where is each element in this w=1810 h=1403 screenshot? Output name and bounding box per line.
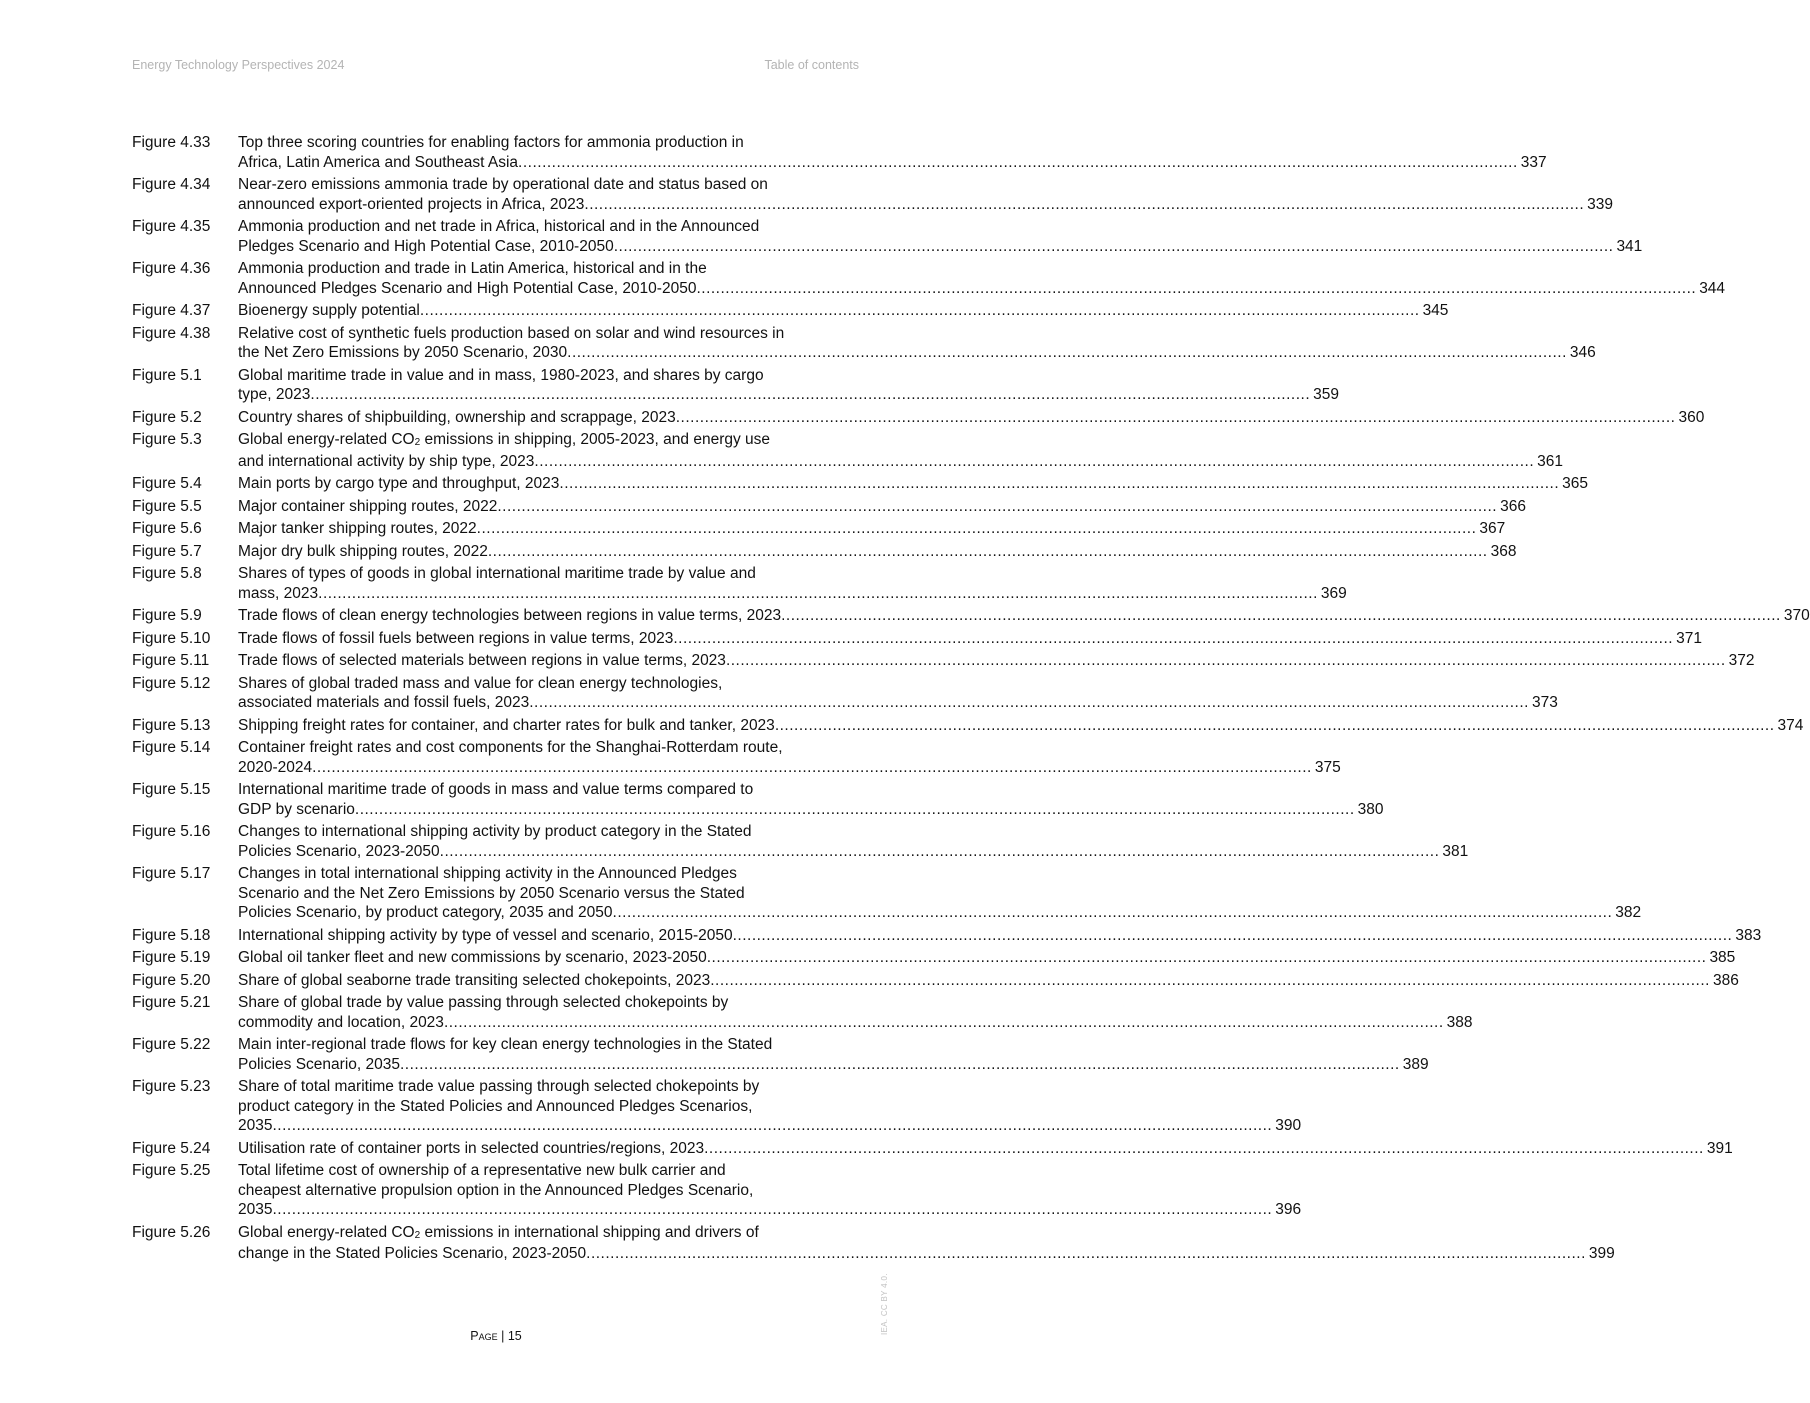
caption-last-line bbox=[238, 474, 1588, 494]
caption-last-line bbox=[238, 408, 1704, 428]
caption-text: Policies Scenario, by product category, 2035 and 2050 bbox=[238, 904, 613, 921]
figure-caption bbox=[238, 175, 1613, 214]
dot-leader bbox=[614, 237, 1614, 257]
page-ref[interactable]: 344 bbox=[1699, 279, 1726, 297]
caption-last-line bbox=[238, 1200, 1301, 1220]
caption-text: Global oil tanker fleet and new commissions by scenario, 2023-2050 bbox=[238, 949, 707, 966]
toc-entry[interactable] bbox=[132, 366, 1340, 405]
page-ref[interactable]: 367 bbox=[1479, 520, 1506, 537]
toc-entry[interactable] bbox=[132, 519, 1506, 539]
running-header-title: Energy Technology Perspectives 2024 bbox=[132, 58, 345, 72]
caption-text: Major container shipping routes, 2022 bbox=[238, 497, 498, 515]
caption-text: Utilisation rate of container ports in selected countries/regions, 2023 bbox=[238, 1139, 705, 1157]
caption-line: Relative cost of synthetic fuels production based on solar and wind resources in bbox=[238, 324, 785, 342]
page-ref[interactable]: 361 bbox=[1537, 452, 1564, 470]
caption-text: type, 2023 bbox=[238, 386, 311, 403]
figure-caption bbox=[238, 133, 1547, 172]
caption-last-line bbox=[238, 452, 1563, 472]
figure-caption bbox=[238, 948, 1735, 968]
toc-entry[interactable] bbox=[132, 651, 1755, 671]
caption-text: Policies Scenario, 2035 bbox=[238, 1055, 400, 1073]
running-header-section: Table of contents bbox=[764, 58, 859, 72]
figure-caption bbox=[238, 519, 1505, 539]
figure-caption bbox=[238, 542, 1516, 562]
caption-line: International maritime trade of goods in mass and value terms compared to bbox=[238, 781, 754, 798]
figure-caption bbox=[238, 864, 1641, 923]
figure-number: Figure 4.37 bbox=[132, 302, 211, 319]
page-ref[interactable]: 390 bbox=[1275, 1117, 1302, 1134]
dot-leader bbox=[613, 903, 1613, 923]
page-number: 15 bbox=[507, 1329, 522, 1343]
dot-leader bbox=[534, 452, 1534, 472]
dot-leader bbox=[318, 584, 1318, 604]
figure-number: Figure 5.23 bbox=[132, 1078, 211, 1095]
page-footer bbox=[0, 1329, 992, 1343]
figure-number: Figure 5.20 bbox=[132, 971, 211, 989]
caption-last-line bbox=[238, 651, 1755, 671]
caption-last-line bbox=[238, 1013, 1473, 1033]
toc-entry[interactable] bbox=[132, 564, 1347, 603]
toc-entry[interactable] bbox=[132, 408, 1705, 428]
figure-number: Figure 5.4 bbox=[132, 475, 202, 492]
figure-number: Figure 5.16 bbox=[132, 823, 211, 840]
toc-entry[interactable] bbox=[132, 133, 1547, 172]
toc-entry[interactable] bbox=[132, 301, 1449, 321]
toc-entry[interactable] bbox=[132, 993, 1473, 1032]
page-word: Page bbox=[470, 1329, 498, 1343]
caption-text: 2035 bbox=[238, 1117, 273, 1134]
page-ref[interactable]: 366 bbox=[1500, 497, 1526, 515]
dot-leader bbox=[781, 606, 1781, 626]
toc-entry[interactable] bbox=[132, 1139, 1733, 1159]
figure-number: Figure 4.36 bbox=[132, 260, 211, 277]
caption-text: GDP by scenario bbox=[238, 800, 355, 818]
figure-caption bbox=[238, 674, 1558, 713]
caption-line: Ammonia production and net trade in Africa, historical and in the Announced bbox=[238, 218, 760, 235]
caption-text: Global energy-related CO bbox=[238, 431, 415, 448]
figure-number: Figure 5.22 bbox=[132, 1036, 211, 1053]
figure-number: Figure 5.24 bbox=[132, 1139, 211, 1157]
caption-line: Top three scoring countries for enabling factors for ammonia production in bbox=[238, 134, 744, 151]
caption-text: Main ports by cargo type and throughput, 2023 bbox=[238, 475, 560, 492]
figure-number: Figure 5.8 bbox=[132, 565, 202, 582]
caption-last-line bbox=[238, 800, 1384, 820]
dot-leader bbox=[707, 948, 1707, 968]
subscript: 2 bbox=[414, 437, 421, 448]
caption-text: Bioenergy supply potential bbox=[238, 302, 420, 319]
page-ref[interactable]: 381 bbox=[1442, 842, 1469, 860]
caption-line: cheapest alternative propulsion option in the Announced Pledges Scenario, bbox=[238, 1181, 754, 1199]
caption-text: Shipping freight rates for container, and charter rates for bulk and tanker, 2023 bbox=[238, 716, 775, 734]
caption-text: Major dry bulk shipping routes, 2022 bbox=[238, 542, 488, 560]
figure-number: Figure 5.10 bbox=[132, 629, 211, 647]
caption-last-line bbox=[238, 1055, 1429, 1075]
toc-entry[interactable] bbox=[132, 1161, 1302, 1220]
caption-last-line bbox=[238, 343, 1596, 363]
page-ref[interactable]: 369 bbox=[1320, 584, 1347, 602]
toc-entry[interactable] bbox=[132, 716, 1804, 736]
figure-caption bbox=[238, 1077, 1301, 1136]
caption-text: Pledges Scenario and High Potential Case, 2010-2050 bbox=[238, 237, 614, 255]
figure-caption bbox=[238, 259, 1725, 298]
page-ref[interactable]: 371 bbox=[1676, 629, 1702, 647]
toc-entry[interactable] bbox=[132, 497, 1526, 517]
caption-last-line bbox=[238, 903, 1641, 923]
figure-caption bbox=[238, 971, 1739, 991]
caption-text: and international activity by ship type, 2023 bbox=[238, 452, 535, 470]
caption-text: 2020-2024 bbox=[238, 758, 313, 776]
caption-line: Share of total maritime trade value passing through selected chokepoints by bbox=[238, 1078, 760, 1095]
figure-number: Figure 5.9 bbox=[132, 607, 202, 624]
caption-last-line bbox=[238, 237, 1642, 257]
figure-number: Figure 5.1 bbox=[132, 366, 202, 384]
page-ref[interactable]: 368 bbox=[1490, 542, 1517, 560]
page-ref[interactable]: 360 bbox=[1678, 408, 1705, 426]
figure-number: Figure 5.13 bbox=[132, 716, 211, 734]
caption-line: Near-zero emissions ammonia trade by operational date and status based on bbox=[238, 176, 768, 193]
caption-last-line bbox=[238, 948, 1735, 968]
dot-leader bbox=[584, 195, 1584, 215]
page-ref[interactable]: 372 bbox=[1728, 652, 1755, 669]
dot-leader bbox=[559, 474, 1559, 494]
caption-line: Changes in total international shipping activity in the Announced Pledges bbox=[238, 865, 737, 882]
caption-last-line bbox=[238, 1116, 1301, 1136]
toc-entry[interactable] bbox=[132, 971, 1739, 991]
caption-last-line bbox=[238, 629, 1702, 649]
toc-entry[interactable] bbox=[132, 1223, 1615, 1264]
caption-line: Shares of global traded mass and value for clean energy technologies, bbox=[238, 674, 723, 692]
caption-last-line bbox=[238, 519, 1505, 539]
figure-number: Figure 5.17 bbox=[132, 865, 211, 882]
page-ref[interactable]: 399 bbox=[1588, 1245, 1615, 1262]
toc-entry[interactable] bbox=[132, 1035, 1429, 1074]
figure-caption bbox=[238, 301, 1448, 321]
caption-text: Country shares of shipbuilding, ownership and scrappage, 2023 bbox=[238, 408, 676, 426]
dot-leader bbox=[488, 542, 1488, 562]
caption-last-line bbox=[238, 926, 1761, 946]
figure-caption bbox=[238, 408, 1704, 428]
figure-number: Figure 4.34 bbox=[132, 176, 211, 193]
dot-leader bbox=[704, 1139, 1704, 1159]
caption-text: commodity and location, 2023 bbox=[238, 1013, 444, 1031]
dot-leader bbox=[440, 842, 1440, 862]
page-ref[interactable]: 346 bbox=[1569, 344, 1596, 361]
figure-number: Figure 5.12 bbox=[132, 674, 211, 692]
figure-caption bbox=[238, 629, 1702, 649]
caption-line: Total lifetime cost of ownership of a representative new bulk carrier and bbox=[238, 1162, 726, 1179]
figure-number: Figure 5.19 bbox=[132, 949, 211, 966]
page-ref[interactable]: 365 bbox=[1562, 475, 1589, 492]
caption-line: Shares of types of goods in global international maritime trade by value and bbox=[238, 565, 756, 582]
toc-entry[interactable] bbox=[132, 1077, 1302, 1136]
caption-text: Trade flows of fossil fuels between regions in value terms, 2023 bbox=[238, 629, 674, 647]
page-ref[interactable]: 373 bbox=[1531, 694, 1558, 711]
page-ref[interactable]: 337 bbox=[1520, 153, 1547, 171]
figure-number: Figure 5.18 bbox=[132, 926, 211, 944]
caption-line: Global maritime trade in value and in mass, 1980-2023, and shares by cargo bbox=[238, 366, 764, 384]
figure-caption bbox=[238, 497, 1526, 517]
caption-text: Announced Pledges Scenario and High Potential Case, 2010-2050 bbox=[238, 279, 697, 297]
dot-leader bbox=[586, 1244, 1586, 1264]
caption-last-line bbox=[238, 606, 1810, 626]
toc-entry[interactable] bbox=[132, 175, 1613, 214]
page-ref[interactable]: 341 bbox=[1616, 237, 1643, 255]
caption-text: emissions in international shipping and drivers of bbox=[420, 1223, 759, 1241]
figure-caption bbox=[238, 822, 1468, 861]
caption-text: Trade flows of clean energy technologies between regions in value terms, 2023 bbox=[238, 607, 782, 624]
dot-leader bbox=[726, 651, 1726, 671]
figure-caption bbox=[238, 926, 1761, 946]
page-ref[interactable]: 374 bbox=[1777, 716, 1804, 734]
caption-last-line bbox=[238, 842, 1468, 862]
figure-caption bbox=[238, 1035, 1429, 1074]
dot-leader bbox=[710, 971, 1710, 991]
figure-caption bbox=[238, 217, 1642, 256]
figure-caption bbox=[238, 716, 1803, 736]
page-ref[interactable]: 339 bbox=[1587, 195, 1613, 213]
figure-number: Figure 5.11 bbox=[132, 652, 210, 669]
page-ref[interactable]: 370 bbox=[1783, 607, 1810, 624]
figure-caption bbox=[238, 564, 1347, 603]
toc-entry[interactable] bbox=[132, 606, 1810, 626]
page-ref[interactable]: 380 bbox=[1357, 800, 1384, 818]
page-ref[interactable]: 359 bbox=[1313, 386, 1340, 403]
dot-leader bbox=[529, 693, 1529, 713]
figure-number: Figure 5.21 bbox=[132, 994, 211, 1011]
dot-leader bbox=[518, 153, 1518, 173]
toc-entry[interactable] bbox=[132, 629, 1702, 649]
page-ref[interactable]: 388 bbox=[1446, 1013, 1473, 1031]
caption-last-line bbox=[238, 971, 1739, 991]
dot-leader bbox=[312, 758, 1312, 778]
figure-number: Figure 4.33 bbox=[132, 134, 211, 151]
dot-leader bbox=[733, 926, 1733, 946]
toc-entry[interactable] bbox=[132, 864, 1642, 923]
caption-last-line bbox=[238, 716, 1803, 736]
caption-text: International shipping activity by type of vessel and scenario, 2015-2050 bbox=[238, 926, 733, 944]
page-separator: | bbox=[501, 1329, 505, 1343]
caption-last-line bbox=[238, 153, 1547, 173]
toc-entry[interactable] bbox=[132, 430, 1564, 471]
license-note: IEA. CC BY 4.0. bbox=[880, 1273, 889, 1335]
toc-entry[interactable] bbox=[132, 217, 1643, 256]
caption-text: announced export-oriented projects in Africa, 2023 bbox=[238, 195, 585, 213]
dot-leader bbox=[272, 1200, 1272, 1220]
figure-caption bbox=[238, 993, 1473, 1032]
caption-last-line bbox=[238, 497, 1526, 517]
caption-line: Ammonia production and trade in Latin America, historical and in the bbox=[238, 260, 707, 277]
caption-line: Share of global trade by value passing through selected chokepoints by bbox=[238, 994, 729, 1011]
caption-line: Scenario and the Net Zero Emissions by 2050 Scenario versus the Stated bbox=[238, 884, 745, 902]
figure-caption bbox=[238, 738, 1341, 777]
dot-leader bbox=[272, 1116, 1272, 1136]
dot-leader bbox=[420, 301, 1420, 321]
figure-number: Figure 5.5 bbox=[132, 497, 202, 515]
toc-entry[interactable] bbox=[132, 324, 1596, 363]
page-ref[interactable]: 345 bbox=[1422, 302, 1449, 319]
dot-leader bbox=[567, 343, 1567, 363]
caption-last-line bbox=[238, 385, 1339, 405]
caption-line: Main inter-regional trade flows for key clean energy technologies in the Stated bbox=[238, 1036, 773, 1053]
caption-last-line bbox=[238, 542, 1516, 562]
dot-leader bbox=[673, 629, 1673, 649]
dot-leader bbox=[497, 497, 1497, 517]
caption-text: change in the Stated Policies Scenario, 2023-2050 bbox=[238, 1245, 587, 1262]
page-ref[interactable]: 396 bbox=[1275, 1201, 1302, 1218]
figure-caption bbox=[238, 430, 1563, 471]
caption-line: product category in the Stated Policies and Announced Pledges Scenarios, bbox=[238, 1097, 753, 1115]
caption-text: Africa, Latin America and Southeast Asia bbox=[238, 153, 519, 171]
toc-entry[interactable] bbox=[132, 259, 1726, 298]
figure-number: Figure 4.35 bbox=[132, 218, 211, 235]
caption-line bbox=[238, 1223, 1615, 1245]
caption-text: Global energy-related CO bbox=[238, 1223, 415, 1241]
figure-number: Figure 5.2 bbox=[132, 408, 202, 426]
page-ref[interactable]: 385 bbox=[1709, 949, 1736, 966]
caption-last-line bbox=[238, 279, 1725, 299]
caption-last-line bbox=[238, 195, 1613, 215]
figure-number: Figure 5.14 bbox=[132, 739, 211, 756]
toc-entry[interactable] bbox=[132, 542, 1517, 562]
toc-entry[interactable] bbox=[132, 822, 1469, 861]
caption-last-line bbox=[238, 301, 1448, 321]
caption-text: Share of global seaborne trade transiting selected chokepoints, 2023 bbox=[238, 971, 711, 989]
subscript: 2 bbox=[414, 1229, 421, 1241]
caption-text: mass, 2023 bbox=[238, 584, 319, 602]
caption-last-line bbox=[238, 1244, 1615, 1264]
toc-entry[interactable] bbox=[132, 926, 1762, 946]
page-ref[interactable]: 389 bbox=[1402, 1055, 1429, 1073]
figure-number: Figure 5.6 bbox=[132, 520, 202, 537]
toc-entry[interactable] bbox=[132, 738, 1341, 777]
caption-text: associated materials and fossil fuels, 2023 bbox=[238, 694, 530, 711]
page-ref[interactable]: 386 bbox=[1712, 971, 1739, 989]
toc-entry[interactable] bbox=[132, 474, 1589, 494]
dot-leader bbox=[444, 1013, 1444, 1033]
page-ref[interactable]: 383 bbox=[1735, 926, 1762, 944]
figure-caption bbox=[238, 1139, 1733, 1159]
toc-entry[interactable] bbox=[132, 780, 1384, 819]
caption-last-line bbox=[238, 1139, 1733, 1159]
dot-leader bbox=[477, 519, 1477, 539]
dot-leader bbox=[400, 1055, 1400, 1075]
toc-entry[interactable] bbox=[132, 948, 1736, 968]
caption-text: Major tanker shipping routes, 2022 bbox=[238, 520, 477, 537]
page-ref[interactable]: 375 bbox=[1314, 758, 1341, 776]
list-of-figures bbox=[132, 133, 1810, 1267]
figure-caption bbox=[238, 651, 1755, 671]
dot-leader bbox=[775, 716, 1775, 736]
figure-number: Figure 5.3 bbox=[132, 431, 202, 448]
caption-text: Trade flows of selected materials between regions in value terms, 2023 bbox=[238, 652, 726, 669]
dot-leader bbox=[355, 800, 1355, 820]
caption-text: the Net Zero Emissions by 2050 Scenario, 2030 bbox=[238, 344, 568, 361]
figure-number: Figure 4.38 bbox=[132, 324, 211, 342]
figure-caption bbox=[238, 606, 1810, 626]
figure-number: Figure 5.26 bbox=[132, 1223, 211, 1241]
dot-leader bbox=[676, 408, 1676, 428]
figure-caption bbox=[238, 1223, 1615, 1264]
toc-entry[interactable] bbox=[132, 674, 1558, 713]
figure-caption bbox=[238, 366, 1339, 405]
caption-text: 2035 bbox=[238, 1201, 273, 1218]
caption-line: Container freight rates and cost components for the Shanghai-Rotterdam route, bbox=[238, 739, 783, 756]
figure-caption bbox=[238, 1161, 1301, 1220]
caption-last-line bbox=[238, 693, 1558, 713]
caption-last-line bbox=[238, 584, 1347, 604]
page-ref[interactable]: 391 bbox=[1706, 1139, 1733, 1157]
caption-line bbox=[238, 430, 1563, 452]
dot-leader bbox=[696, 279, 1696, 299]
caption-text: Policies Scenario, 2023-2050 bbox=[238, 842, 440, 860]
page-ref[interactable]: 382 bbox=[1615, 904, 1642, 921]
caption-text: emissions in shipping, 2005-2023, and energy use bbox=[420, 431, 771, 448]
figure-number: Figure 5.7 bbox=[132, 542, 202, 560]
caption-line: Changes to international shipping activity by product category in the Stated bbox=[238, 823, 752, 840]
figure-caption bbox=[238, 324, 1596, 363]
figure-number: Figure 5.25 bbox=[132, 1162, 211, 1179]
figure-caption bbox=[238, 474, 1588, 494]
dot-leader bbox=[310, 385, 1310, 405]
caption-last-line bbox=[238, 758, 1341, 778]
figure-caption bbox=[238, 780, 1384, 819]
figure-number: Figure 5.15 bbox=[132, 781, 211, 798]
